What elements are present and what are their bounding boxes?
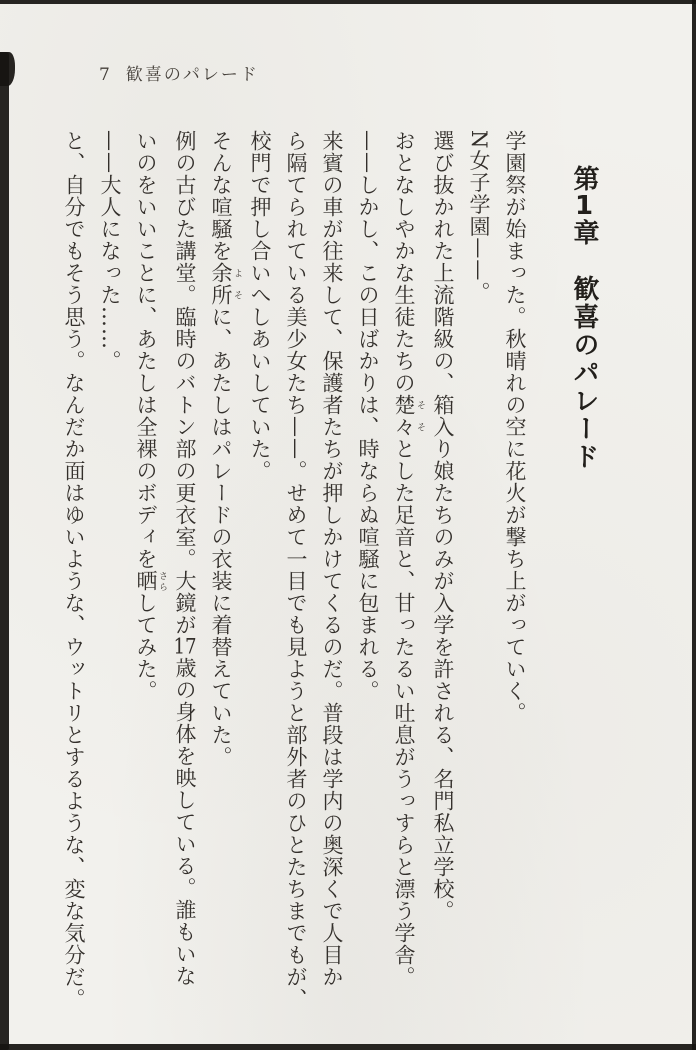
text-column: 選び抜かれた上流階級の、箱入り娘たちのみが入学を許される、名門私立学校。 [431, 130, 455, 922]
running-title: 歓喜のパレード [125, 65, 259, 85]
text-column: 学園祭が始まった。秋晴れの空に花火が撃ち上がっていく。 [503, 130, 527, 724]
text-column: N女子学園——。 [467, 130, 491, 304]
horizontal-in-vertical-number: 17 [173, 636, 197, 657]
scan-edge-right [692, 0, 696, 1050]
text-column: ら隔てられている美少女たち——。せめて一目でも見ようと部外者のひとたちまでもが、 [284, 130, 308, 1010]
body-text [62, 130, 533, 1022]
scan-edge-bottom [0, 1044, 696, 1050]
text-column: いのをいいことに、あたしは全裸のボディを晒 さらしてみた。 [134, 130, 167, 702]
scan-edge-left [0, 52, 9, 1050]
ruby-annotated-text: 晒 さら [134, 570, 167, 592]
ruby-annotated-text: 楚々 そそ [392, 394, 425, 438]
text-column: おとなしやかな生徒たちの楚々 そそとした足音と、甘ったるい吐息がうっすらと漂う学舎。 [392, 130, 425, 988]
scan-edge-corner [0, 52, 15, 86]
text-column: 来賓の車が往来して、保護者たちが押しかけてくるのだ。普段は学内の奥深くで人目か [320, 130, 344, 988]
text-column: ——しかし、この日ばかりは、時ならぬ喧騒に包まれる。 [356, 130, 380, 702]
ruby-annotated-text: 余所 よそ [209, 262, 242, 306]
scan-edge-top [0, 0, 696, 4]
chapter-title: 第1章 歓喜のパレード [569, 165, 599, 471]
text-column: と、自分でもそう思う。なんだか面はゆいような、ウットリとするような、変な気分だ。 [62, 130, 86, 1010]
text-column: そんな喧騒を余所 よそに、あたしはパレードの衣装に着替えていた。 [209, 130, 242, 768]
page-number: 7 [99, 65, 112, 85]
page-header [99, 60, 259, 85]
horizontal-in-vertical-number: 1 [574, 193, 594, 219]
text-column: ——大人になった……。 [98, 130, 122, 372]
text-column: 校門で押し合いへしあいしていた。 [248, 130, 272, 482]
text-column: 例の古びた講堂。臨時のバトン部の更衣室。大鏡が17歳の身体を映している。誰もいな [173, 130, 197, 987]
